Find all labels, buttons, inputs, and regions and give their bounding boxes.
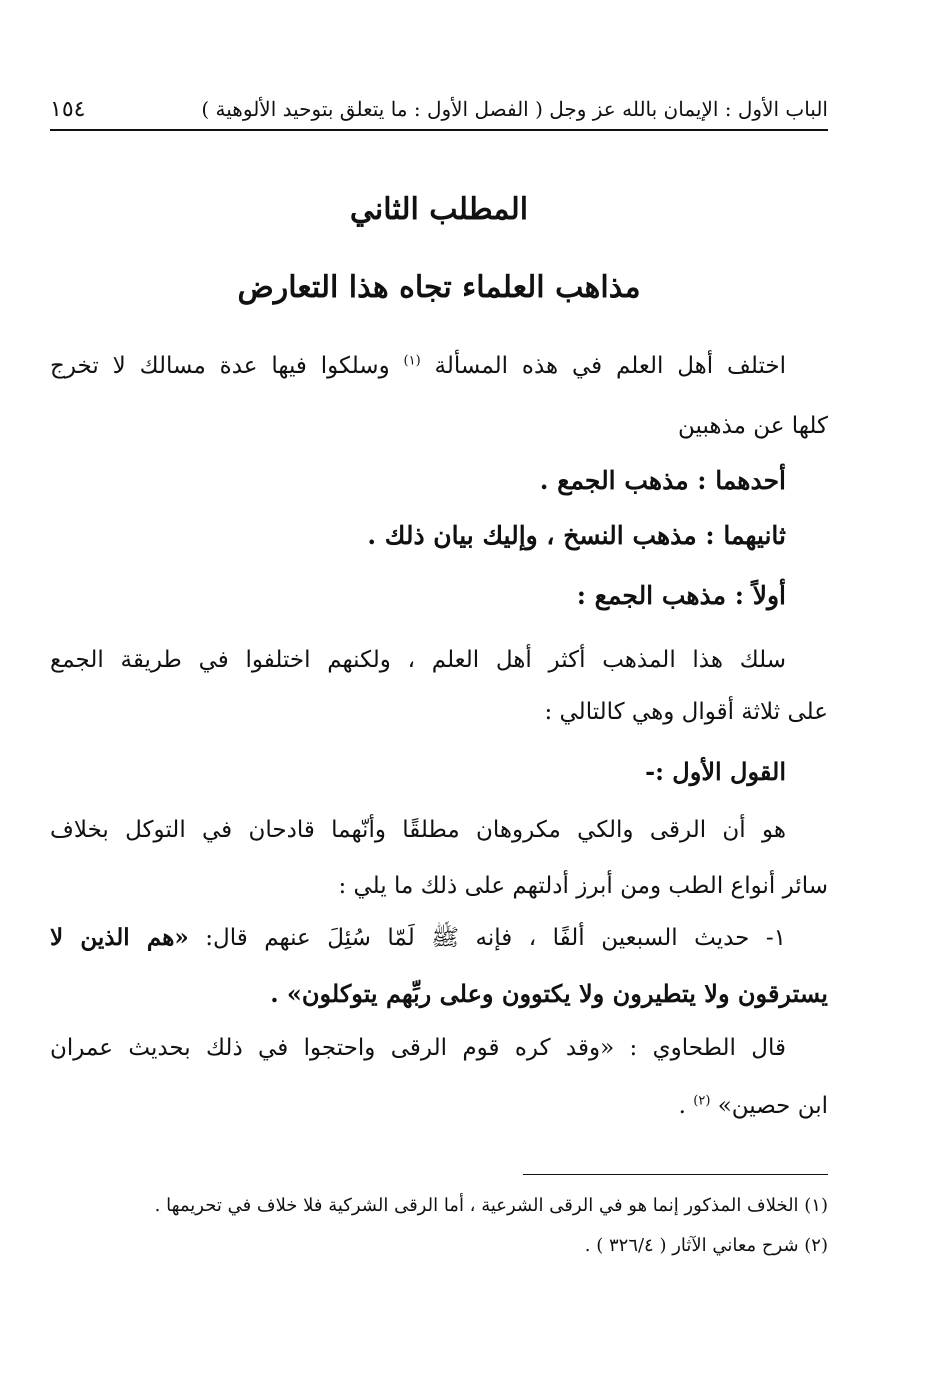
first-school: أحدهما : مذهب الجمع .: [539, 466, 786, 495]
header-rule: [50, 129, 828, 131]
footnote-2: (٢) شرح معاني الآثار ( ٣٢٦/٤ ) .: [584, 1235, 828, 1256]
book-page: [50, 0, 828, 1384]
section-subtitle: مذاهب العلماء تجاه هذا التعارض: [237, 270, 641, 305]
first-opinion-heading: القول الأول :-: [645, 757, 786, 786]
footnote-ref-1: (١): [403, 353, 421, 369]
hadith-line-2: يسترقون ولا يتطيرون ولا يكتوون وعلى ربِّهم يتوكلون» .: [270, 979, 828, 1008]
tahawi-line-2: [50, 1086, 828, 1126]
p2-line-2: سائر أنواع الطب ومن أبرز أدلتهم على ذلك ما يلي :: [338, 873, 828, 899]
p2-line-1: هو أن الرقى والكي مكروهان مطلقًا وأنّهما قادحان في التوكل بخلاف: [50, 817, 786, 843]
intro-line-1: [50, 346, 828, 386]
p1-line-1: سلك هذا المذهب أكثر أهل العلم ، ولكنهم اختلفوا في طريقة الجمع: [50, 647, 786, 673]
tahawi-line-1: قال الطحاوي : «وقد كره قوم الرقى واحتجوا في ذلك بحديث عمران: [50, 1035, 786, 1061]
running-header: [50, 92, 828, 126]
intro-text-a: اختلف أهل العلم في هذه المسألة: [434, 353, 787, 379]
p1-line-2: على ثلاثة أقوال وهي كالتالي :: [544, 699, 828, 725]
second-school: ثانيهما : مذهب النسخ ، وإليك بيان ذلك .: [367, 521, 786, 550]
page-number: ١٥٤: [50, 96, 86, 122]
footnote-rule: [523, 1174, 828, 1175]
hadith-line-1: [50, 918, 828, 958]
footnote-ref-2: (٢): [693, 1093, 711, 1109]
running-title: الباب الأول : الإيمان بالله عز وجل ( الفصل الأول : ما يتعلق بتوحيد الألوهية ): [201, 97, 828, 121]
tahawi-end: .: [678, 1093, 686, 1119]
hadith-quote-start: «هم الذين لا: [50, 924, 189, 951]
tahawi-text: ابن حصين»: [717, 1093, 828, 1119]
intro-line-2: كلها عن مذهبين: [678, 413, 828, 439]
heading-first-school: أولاً : مذهب الجمع :: [576, 581, 786, 610]
section-heading: المطلب الثاني: [349, 192, 529, 227]
footnote-1: (١) الخلاف المذكور إنما هو في الرقى الشرعية ، أما الرقى الشركية فلا خلاف في تحريمها .: [154, 1195, 828, 1216]
hadith-intro: ١- حديث السبعين ألفًا ، فإنه ﷺ لَمّا سُئِلَ عنهم قال:: [205, 925, 787, 951]
intro-text-b: وسلكوا فيها عدة مسالك لا تخرج: [50, 353, 390, 379]
